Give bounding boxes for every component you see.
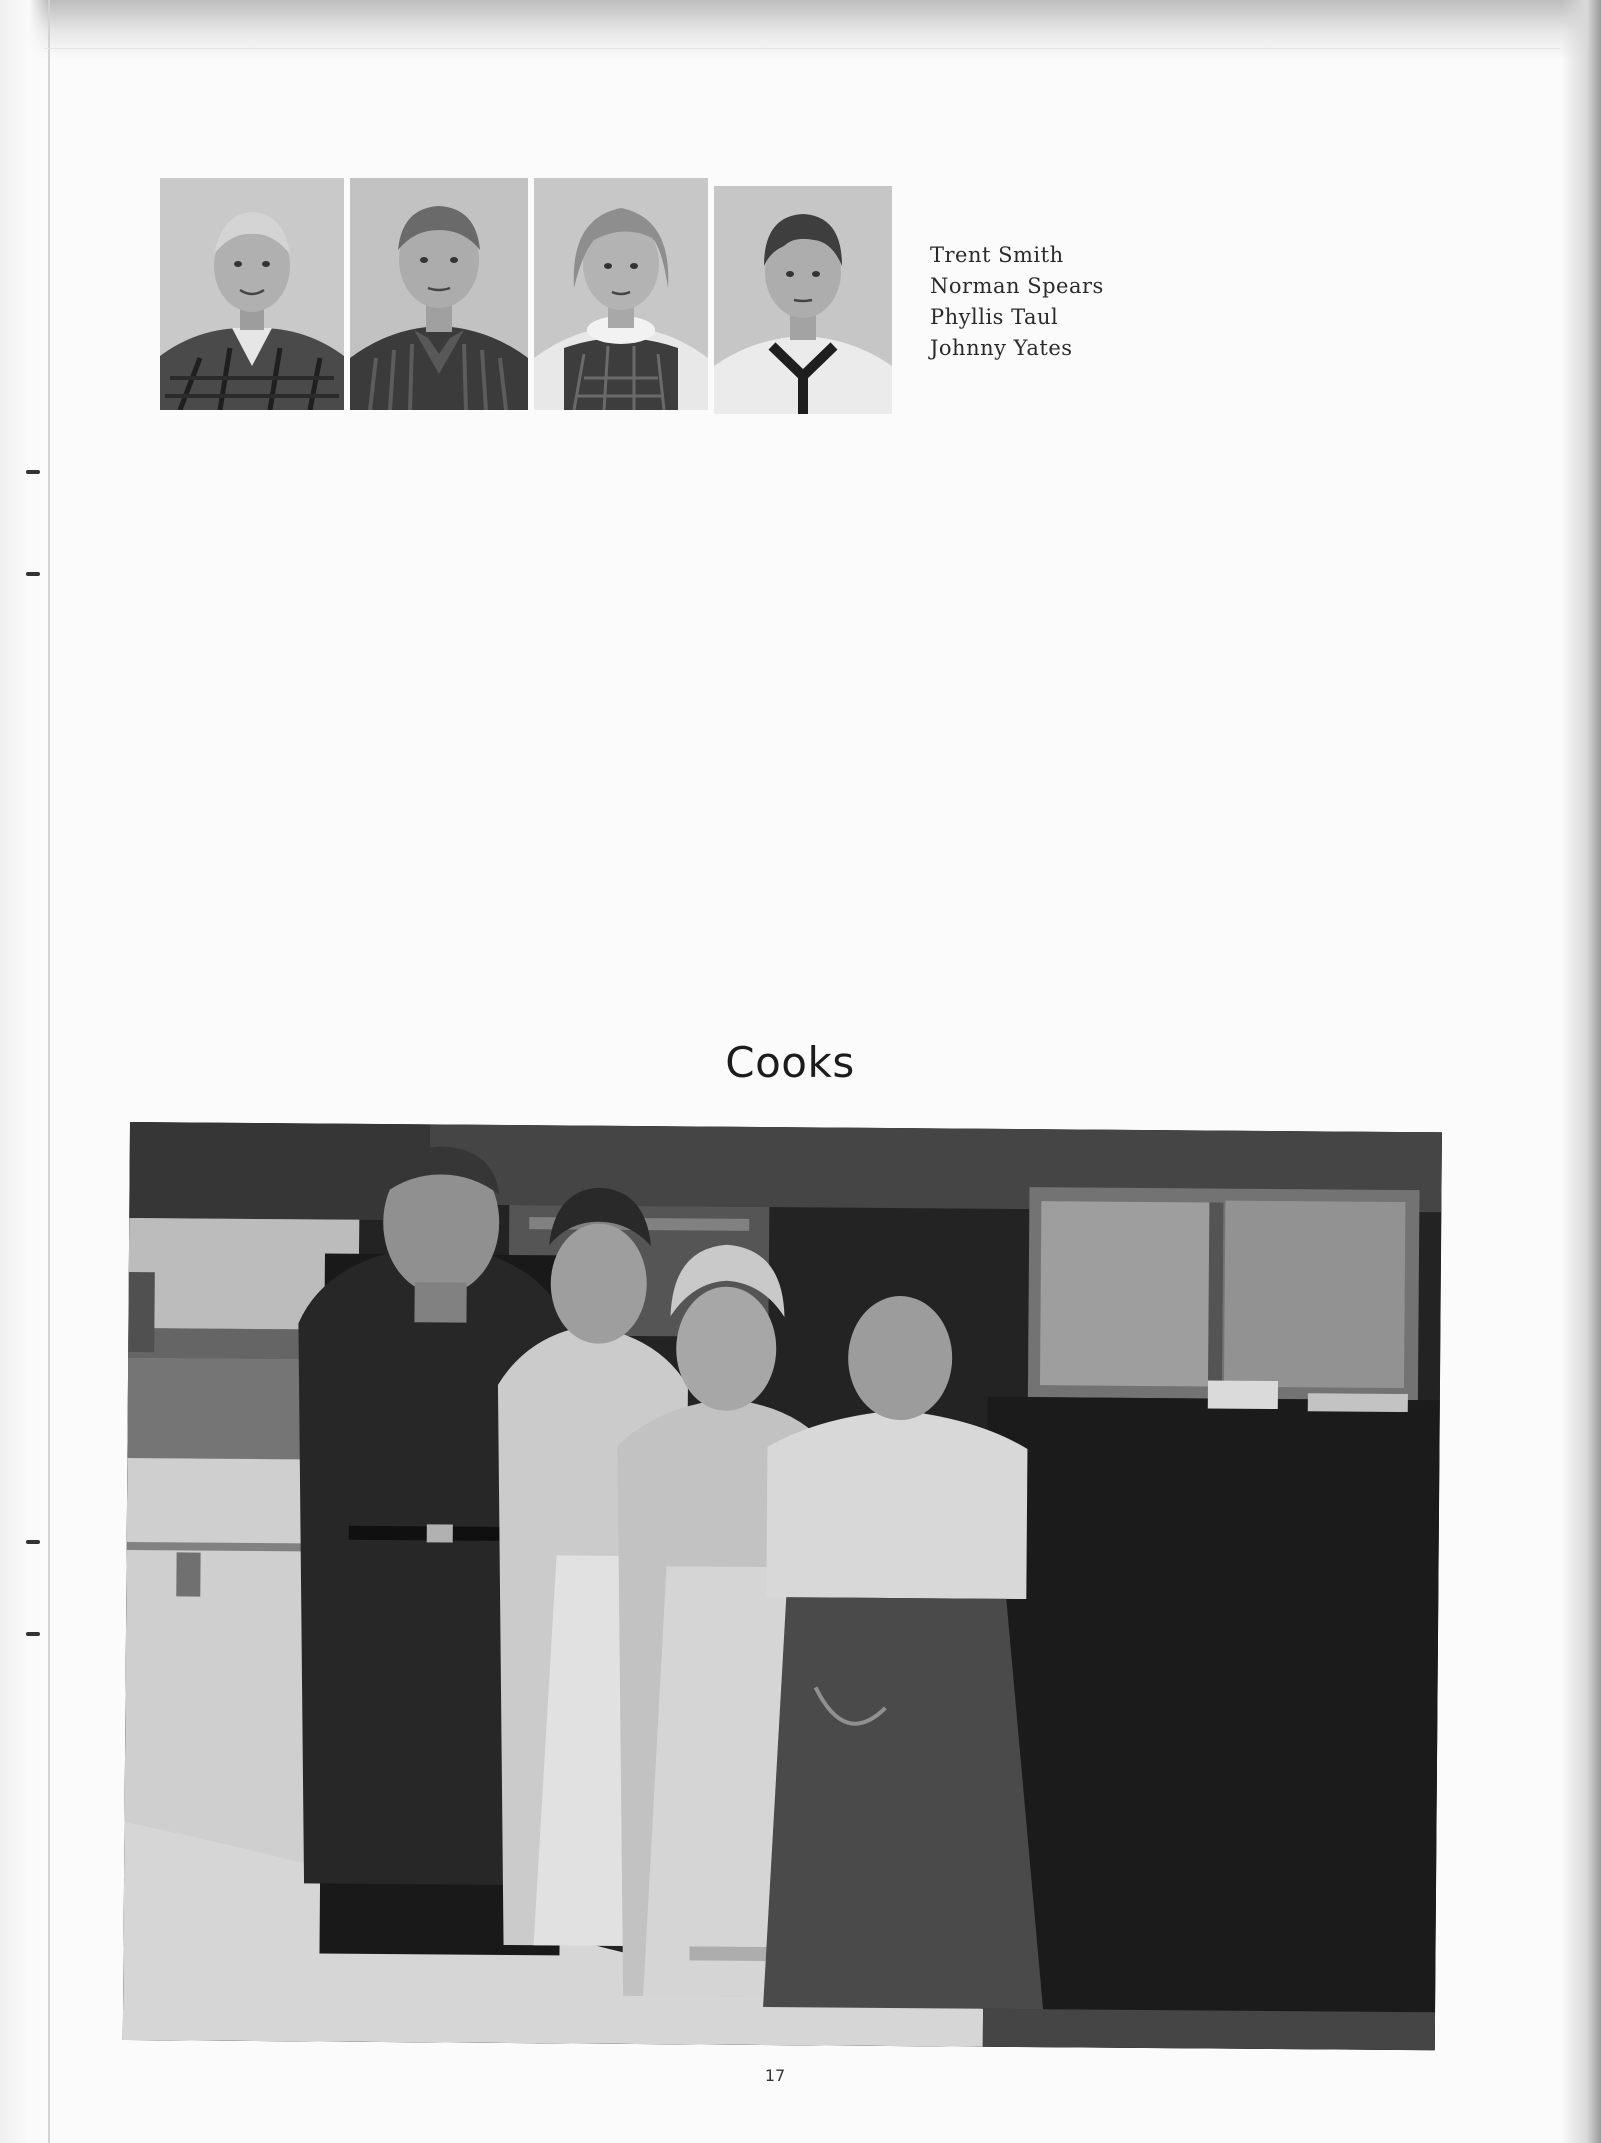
cooks-group-photo [123,1122,1442,2050]
portrait-name: Phyllis Taul [930,305,1059,329]
portrait-photo-2 [350,178,528,410]
page-number: 17 [764,2066,786,2085]
portrait-name: Trent Smith [930,243,1064,267]
portrait-photo-1 [160,178,344,410]
staple-mark [26,1632,40,1636]
portrait-names-list [930,240,1190,364]
binding-gutter [0,0,50,2143]
staple-mark [26,470,40,474]
portrait-photo-3 [534,178,708,410]
portrait-name: Norman Spears [930,274,1104,298]
page-edge-shadow [1561,0,1601,2143]
staple-mark [26,1540,40,1544]
portrait-name: Johnny Yates [930,336,1073,360]
staple-mark [26,572,40,576]
section-title: Cooks [725,1038,855,1087]
portrait-photo-4 [714,186,892,414]
